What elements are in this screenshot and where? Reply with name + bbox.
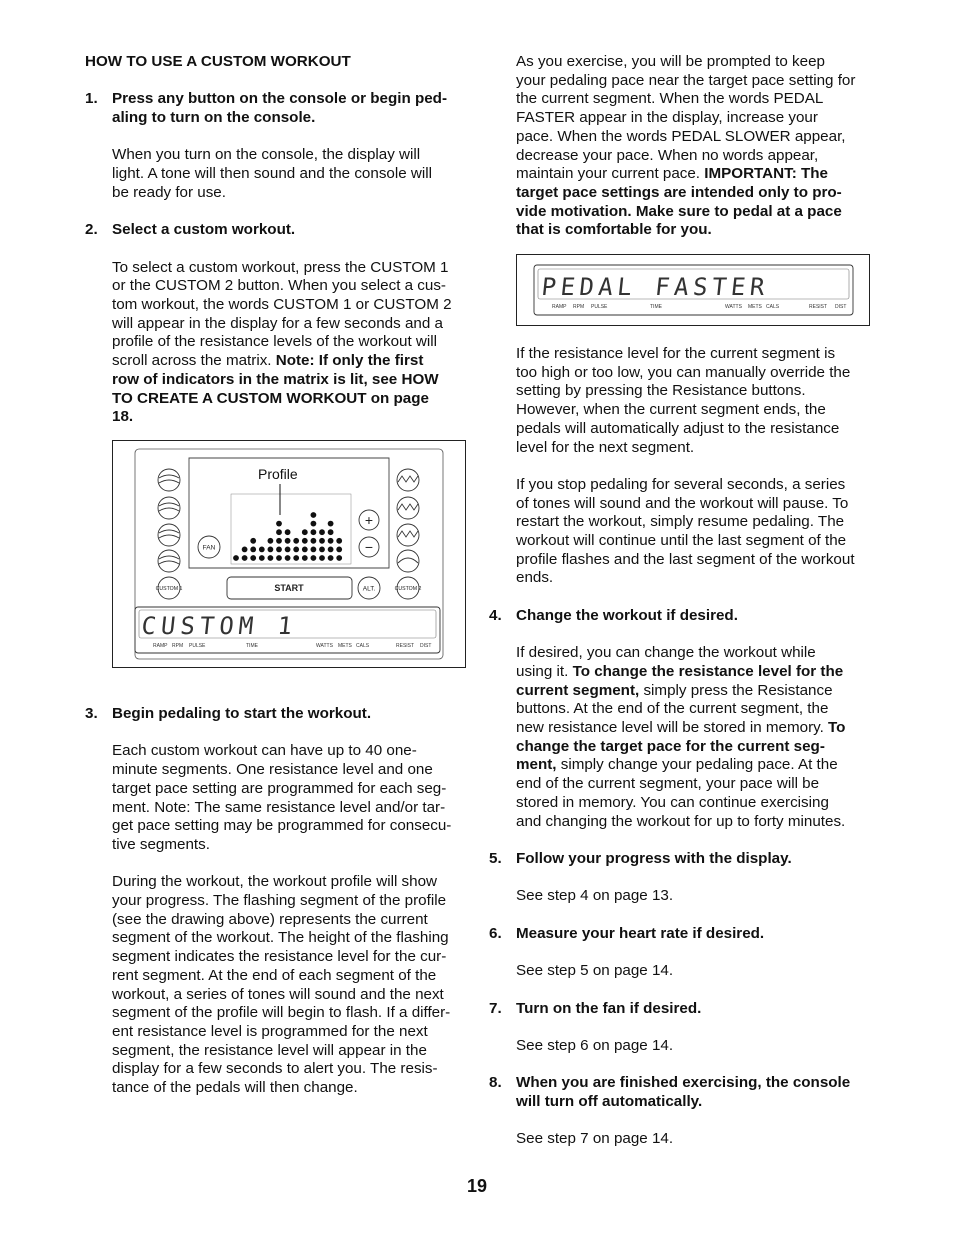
step-4-heading: 4. Change the workout if desired. xyxy=(489,606,738,624)
matrix-dot xyxy=(285,547,291,553)
svg-text:WATTS: WATTS xyxy=(316,643,333,649)
matrix-dot xyxy=(276,547,282,553)
matrix-dot xyxy=(250,538,256,544)
matrix-dot xyxy=(259,555,265,561)
matrix-dot xyxy=(250,547,256,553)
matrix-dot xyxy=(311,555,317,561)
svg-text:FAN: FAN xyxy=(202,544,216,552)
step-6-body: See step 5 on page 14. xyxy=(516,962,674,980)
svg-text:RESIST: RESIST xyxy=(809,304,828,311)
svg-text:ALT.: ALT. xyxy=(362,585,376,593)
svg-text:RAMP: RAMP xyxy=(153,643,168,649)
console-lcd-text: CUSTOM 1 xyxy=(140,612,299,640)
pedal-faster-figure xyxy=(516,254,870,326)
svg-text:DIST: DIST xyxy=(835,304,847,311)
matrix-dot xyxy=(285,555,291,561)
svg-text:−: − xyxy=(364,539,374,555)
right-workout-icons xyxy=(397,469,419,572)
resistance-plus-button[interactable] xyxy=(359,510,379,530)
svg-text:RAMP: RAMP xyxy=(552,304,567,311)
matrix-dot xyxy=(328,555,334,561)
section-title: HOW TO USE A CUSTOM WORKOUT xyxy=(85,53,351,70)
console-drawing xyxy=(113,441,465,667)
svg-text:CUSTOM 1: CUSTOM 1 xyxy=(155,586,183,592)
step-3-heading: 3. Begin pedaling to start the workout. xyxy=(85,705,372,722)
left-column xyxy=(85,53,470,1098)
matrix-dot xyxy=(276,538,282,544)
svg-text:METS: METS xyxy=(748,304,762,311)
pedal-lcd-labels xyxy=(552,304,846,310)
matrix-dot xyxy=(336,538,342,544)
matrix-dot xyxy=(285,538,291,544)
matrix-dot xyxy=(328,529,334,535)
matrix-dot xyxy=(242,555,248,561)
svg-text:PULSE: PULSE xyxy=(591,304,608,311)
step-8-heading: 8. When you are finished exercising, the console will turn off automatically. xyxy=(489,1074,851,1110)
svg-text:CUSTOM 2: CUSTOM 2 xyxy=(394,586,422,592)
svg-text:RPM: RPM xyxy=(172,643,184,649)
step-4-body: If desired, you can change the workout while using it. To change the resistance level for the current segment, simply press the Resistance buttons. At the end of the current segment, the new resistance level will be stored in memory. To change the target pace for the current seg- ment, simply change your pedaling pace. At the end of the current segment, your pace will be stored in memory. You can continue exercising and changing the workout for up to forty minutes. xyxy=(516,644,846,830)
step-3-body: Each custom workout can have up to 40 one- minute segments. One resistance level and one target pace setting are programmed for each seg- ment. Note: The same resistance level and/or tar- get pace setting may be programmed for consecu- tive segments. During the workout, the workout profile will show your progress. The flashing segment of the profile (see the drawing above) represents the current segment of the workout. The height of the flashing segment indicates the resistance level for the cur- rent segment. At the end of each segment of the workout, a series of tones will sound and the next segment of the profile will begin to flash. If a differ- ent resistance level is programmed for the next segment, the resistance level will appear in the display for a few seconds to alert you. The resis- tance of the pedals will then change. xyxy=(112,742,452,1097)
matrix-dot xyxy=(302,547,308,553)
profile-label: Profile xyxy=(258,466,298,482)
matrix-dot xyxy=(268,538,274,544)
svg-text:TIME: TIME xyxy=(246,643,258,649)
console-lcd-labels xyxy=(153,643,431,649)
resistance-minus-button[interactable] xyxy=(359,537,379,557)
pedal-lcd-text: PEDAL FASTER xyxy=(540,273,771,302)
matrix-dot xyxy=(268,547,274,553)
matrix-dot xyxy=(302,529,308,535)
matrix-dot xyxy=(319,555,325,561)
pace-intro: As you exercise, you will be prompted to keep your pedaling pace near the target pace setting for the current segment. When the words PEDAL FASTER appear in the display, increase your pace. When the words PEDAL SLOWER appear, decrease your pace. When no words appear, maintain your current pace. IMPORTANT: The target pace settings are intended only to pro- vide motivation. Make sure to pedal at a pace that is comfortable for you. xyxy=(516,53,856,239)
profile-matrix xyxy=(233,512,342,561)
step-1-body: When you turn on the console, the display will light. A tone will then sound and the console will be ready for use. xyxy=(112,146,432,201)
step-7-heading: 7. Turn on the fan if desired. xyxy=(489,999,702,1017)
svg-text:RESIST: RESIST xyxy=(396,643,415,649)
matrix-dot xyxy=(328,521,334,527)
step-8-body: See step 7 on page 14. xyxy=(516,1130,674,1148)
right-column xyxy=(489,53,873,1149)
matrix-dot xyxy=(242,547,248,553)
matrix-dot xyxy=(268,555,274,561)
matrix-dot xyxy=(302,555,308,561)
matrix-dot xyxy=(311,521,317,527)
svg-text:+: + xyxy=(364,512,374,528)
svg-text:CALS: CALS xyxy=(356,643,370,649)
console-figure xyxy=(112,440,466,668)
step-5-body: See step 4 on page 13. xyxy=(516,887,674,905)
svg-text:START: START xyxy=(274,583,304,593)
left-workout-icons xyxy=(158,469,180,572)
svg-text:TIME: TIME xyxy=(650,304,662,311)
svg-text:PULSE: PULSE xyxy=(189,643,206,649)
matrix-dot xyxy=(311,529,317,535)
page-number: 19 xyxy=(466,1176,488,1196)
matrix-dot xyxy=(336,547,342,553)
svg-text:CALS: CALS xyxy=(766,304,780,311)
step-2-body: To select a custom workout, press the CUSTOM 1 or the CUSTOM 2 button. When you select a cus- tom workout, the words CUSTOM 1 or CUSTOM 2 will appear in the display for a few seconds and a profile of the resistance levels of the workout will scroll across the matrix. Note: If only the first row of indicators in the matrix is lit, see HOW TO CREATE A CUSTOM WORKOUT on page 18. xyxy=(112,258,452,426)
matrix-dot xyxy=(319,529,325,535)
matrix-dot xyxy=(311,538,317,544)
matrix-dot xyxy=(276,521,282,527)
step-2-heading: 2. Select a custom workout. xyxy=(85,221,296,239)
svg-text:WATTS: WATTS xyxy=(725,304,742,311)
fan-button[interactable] xyxy=(198,536,220,558)
custom-1-button[interactable] xyxy=(156,577,183,599)
step-6-heading: 6. Measure your heart rate if desired. xyxy=(489,924,765,942)
svg-text:RPM: RPM xyxy=(573,304,585,311)
svg-text:DIST: DIST xyxy=(420,643,432,649)
step-5-heading: 5. Follow your progress with the display. xyxy=(489,849,792,867)
pedal-faster-display xyxy=(517,255,869,325)
matrix-dot xyxy=(311,547,317,553)
matrix-dot xyxy=(276,529,282,535)
matrix-dot xyxy=(293,547,299,553)
resistance-paragraph: If the resistance level for the current segment is too high or too low, you can manually override the setting by pressing the Resistance buttons. However, when the current segment ends, the pedals will automatically adjust to the resistance level for the next segment. If you stop pedaling for several seconds, a series of tones will sound and the workout will pause. To restart the workout, simply resume pedaling. The workout will continue until the last segment of the profile flashes and the last segment of the workout ends. xyxy=(516,345,855,587)
matrix-dot xyxy=(328,538,334,544)
matrix-dot xyxy=(336,555,342,561)
matrix-dot xyxy=(302,538,308,544)
matrix-dot xyxy=(293,555,299,561)
matrix-dot xyxy=(276,555,282,561)
custom-2-button[interactable] xyxy=(395,577,422,599)
matrix-dot xyxy=(319,547,325,553)
alt-button[interactable] xyxy=(358,577,380,599)
start-button[interactable] xyxy=(227,577,352,599)
step-7-body: See step 6 on page 14. xyxy=(516,1036,674,1054)
svg-text:METS: METS xyxy=(338,643,352,649)
matrix-dot xyxy=(293,538,299,544)
matrix-dot xyxy=(328,547,334,553)
matrix-dot xyxy=(285,529,291,535)
matrix-dot xyxy=(319,538,325,544)
matrix-dot xyxy=(233,555,239,561)
step-1-heading: 1. Press any button on the console or begin ped- aling to turn on the console. xyxy=(85,90,448,127)
matrix-dot xyxy=(311,512,317,518)
matrix-dot xyxy=(259,547,265,553)
matrix-dot xyxy=(250,555,256,561)
